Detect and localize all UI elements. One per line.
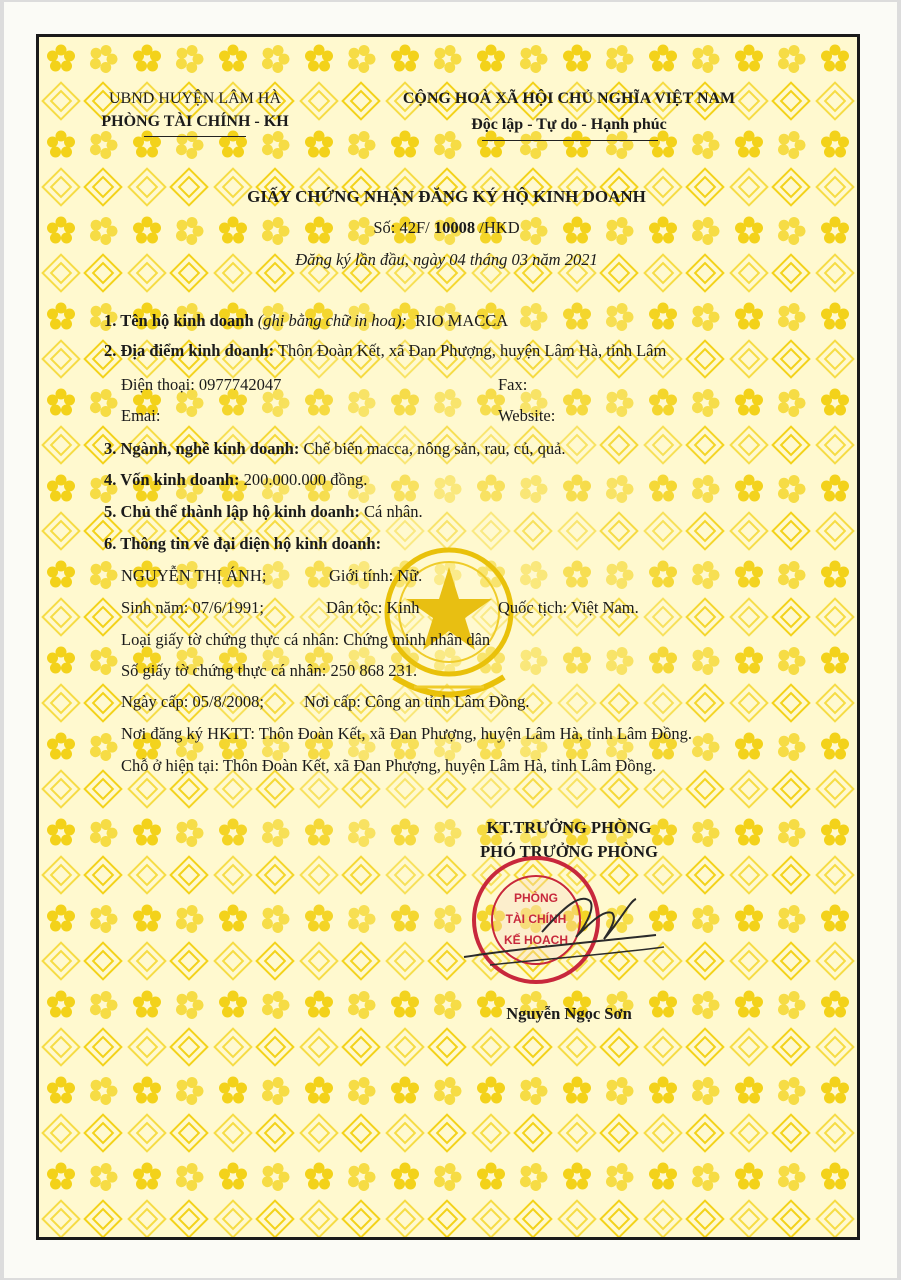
number-suffix: /HKD	[479, 218, 520, 237]
agency-department: PHÒNG TÀI CHÍNH - KH	[101, 113, 289, 130]
rep-name: NGUYỄN THỊ ÁNH;	[121, 566, 267, 585]
rep-issue-place: Nơi cấp: Công an tỉnh Lâm Đồng.	[304, 692, 530, 711]
stamp-text-2: TÀI CHÍNH	[505, 912, 567, 926]
nation-title: CỘNG HOÀ XÃ HỘI CHỦ NGHĨA VIỆT NAM	[402, 90, 736, 107]
phone: Điện thoại: 0977742047	[121, 375, 282, 394]
document-sheet	[4, 2, 897, 1278]
signer-title-2: PHÓ TRƯỞNG PHÒNG	[480, 842, 658, 861]
address-label: 2. Địa điểm kinh doanh:	[104, 341, 275, 360]
rep-permanent-address: Nơi đăng ký HKTT: Thôn Đoàn Kết, xã Đan Phượng, huyện Lâm Hà, tỉnh Lâm Đồng.	[121, 724, 693, 743]
certificate-number	[134, 218, 759, 238]
capital-row	[104, 470, 367, 490]
agency-name: UBND HUYỆN LÂM HÀ	[109, 90, 281, 107]
founder-label: 5. Chủ thể thành lập hộ kinh doanh:	[104, 502, 360, 521]
number-prefix: Số: 42F/	[373, 218, 430, 237]
number-value: 10008	[433, 218, 476, 237]
header-rule-left	[144, 136, 246, 137]
founder-row	[104, 502, 423, 522]
address-row	[104, 341, 666, 361]
signer-title-1: KT.TRƯỞNG PHÒNG	[486, 818, 652, 837]
business-name-row	[104, 311, 508, 331]
representative-heading: 6. Thông tin về đại diện hộ kinh doanh:	[104, 534, 382, 553]
certificate-title: GIẤY CHỨNG NHẬN ĐĂNG KÝ HỘ KINH DOANH	[247, 187, 646, 206]
founder-value: Cá nhân.	[364, 502, 423, 521]
capital-value: 200.000.000 đồng.	[243, 470, 368, 489]
rep-ethnicity: Dân tộc: Kinh	[326, 598, 420, 617]
email: Emai:	[121, 406, 161, 425]
industry-value: Chế biến macca, nông sản, rau, củ, quả.	[303, 439, 566, 458]
handwritten-signature	[424, 837, 684, 987]
header-rule-right	[482, 140, 658, 141]
stamp-text-3: KẾ HOẠCH	[503, 933, 569, 947]
nation-motto: Độc lập - Tự do - Hạnh phúc	[471, 116, 667, 133]
capital-label: 4. Vốn kinh doanh:	[104, 470, 240, 489]
rep-gender: Giới tính: Nữ.	[329, 566, 423, 585]
rep-current-address: Chỗ ở hiện tại: Thôn Đoàn Kết, xã Đan Phượng, huyện Lâm Hà, tỉnh Lâm Đồng.	[121, 756, 657, 775]
industry-row	[104, 439, 566, 459]
registration-date: Đăng ký lần đầu, ngày 04 tháng 03 năm 2021	[295, 250, 598, 269]
industry-label: 3. Ngành, nghề kinh doanh:	[104, 439, 300, 458]
business-name-note: (ghi bằng chữ in hoa):	[257, 311, 408, 330]
website: Website:	[498, 406, 556, 425]
rep-issue-date: Ngày cấp: 05/8/2008;	[121, 692, 264, 711]
signer-name: Nguyễn Ngọc Sơn	[506, 1004, 632, 1023]
business-name-value: RIO MACCA	[415, 311, 509, 330]
address-value: Thôn Đoàn Kết, xã Đan Phượng, huyện Lâm Hà, tỉnh Lâm	[277, 341, 667, 360]
rep-birth: Sinh năm: 07/6/1991;	[121, 598, 265, 617]
fax: Fax:	[498, 375, 528, 394]
rep-id-number: Số giấy tờ chứng thực cá nhân: 250 868 231.	[121, 661, 418, 680]
business-name-label: 1. Tên hộ kinh doanh	[104, 311, 254, 330]
stamp-text-1: PHÒNG	[513, 891, 559, 905]
rep-nationality: Quốc tịch: Việt Nam.	[498, 598, 639, 617]
rep-id-type: Loại giấy tờ chứng thực cá nhân: Chứng minh nhân dân	[121, 630, 491, 649]
